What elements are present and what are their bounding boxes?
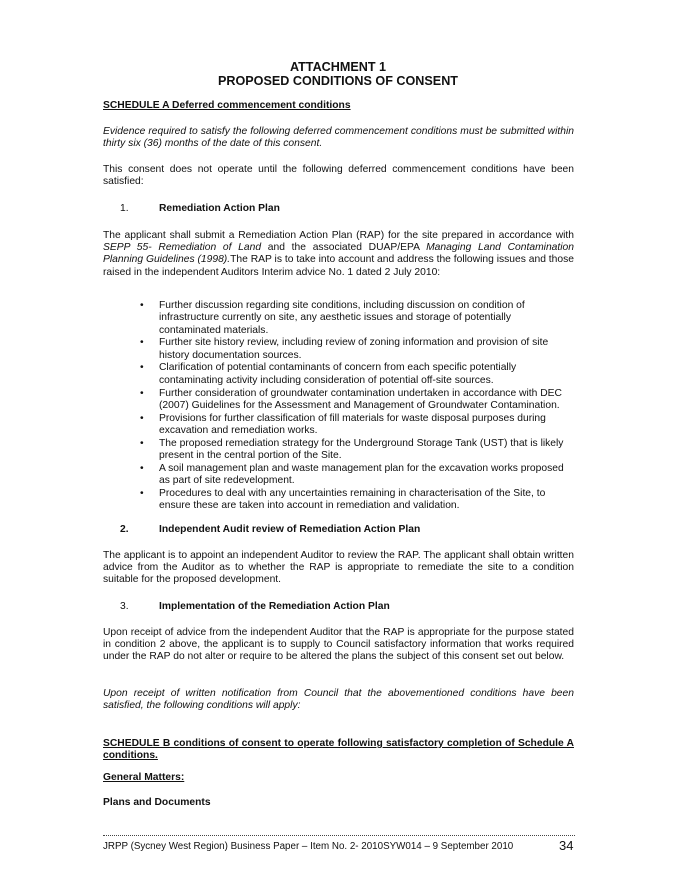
section-3-paragraph: Upon receipt of advice from the independent Auditor that the RAP is appropriate for the purpose stated in condition 2 above, the applicant is to supply to Council satisfactory information that works required under the RAP do not alter or require to be altered the plans the subject of this consent set out below. <box>103 627 574 663</box>
list-item <box>140 337 572 362</box>
section-1-heading: Remediation Action Plan <box>159 203 280 214</box>
general-matters-heading: General Matters: <box>103 772 185 783</box>
list-item <box>140 362 572 387</box>
evidence-note: Evidence required to satisfy the following deferred commencement conditions must be submitted within thirty six (36) months of the date of this consent. <box>103 126 574 150</box>
section-1-number: 1. <box>120 203 129 214</box>
sepp55-reference: SEPP 55- Remediation of Land <box>103 242 262 254</box>
list-item <box>140 300 572 337</box>
attachment-title: ATTACHMENT 1 <box>289 60 387 74</box>
document-title: PROPOSED CONDITIONS OF CONSENT <box>217 74 458 88</box>
list-item-text: Further discussion regarding site conditions, including discussion on condition of infrastructure currently on site, any aesthetic issues and storage of potentially contaminated materials. <box>159 300 525 336</box>
list-item-text: Procedures to deal with any uncertainties remaining in characterisation of the Site, to ensure these are taken into account in remediation and validation. <box>159 487 546 512</box>
list-item-text: Clarification of potential contaminants of concern from each specific potentially contaminating activity including consideration of potential off-site sources. <box>159 362 517 386</box>
list-item-text: Provisions for further classification of fill materials for waste disposal purposes during excavation and remediation works. <box>159 412 546 436</box>
list-item-text: Further site history review, including review of zoning information and provision of site history documentation sources. <box>159 337 549 361</box>
section-3-heading: Implementation of the Remediation Action Plan <box>159 601 390 612</box>
bullet-icon: • <box>140 437 144 449</box>
list-item <box>140 438 572 463</box>
schedule-b-heading: SCHEDULE B conditions of consent to operate following satisfactory completion of Schedule A conditions. <box>103 738 574 762</box>
issues-list <box>140 300 572 513</box>
schedule-a-heading: SCHEDULE A Deferred commencement conditions <box>103 100 351 111</box>
section-3-number: 3. <box>120 601 129 612</box>
section-1-text-b: and the associated DUAP/EPA <box>261 242 427 254</box>
page-number: 34 <box>559 838 574 853</box>
list-item-text: Further consideration of groundwater contamination undertaken in accordance with DEC (2007) Guidelines for the Assessment and Management of Groundwater Contamination. <box>159 387 562 411</box>
notification-paragraph: Upon receipt of written notification from Council that the abovementioned conditions have been satisfied, the following conditions will apply: <box>103 688 574 712</box>
consent-intro: This consent does not operate until the following deferred commencement conditions have been satisfied: <box>103 164 574 188</box>
bullet-icon: • <box>140 487 144 499</box>
bullet-icon: • <box>140 337 144 349</box>
list-item <box>140 388 572 413</box>
bullet-icon: • <box>140 412 144 424</box>
bullet-icon: • <box>140 362 144 374</box>
section-2-paragraph: The applicant is to appoint an independent Auditor to review the RAP. The applicant shall obtain written advice from the Auditor as to whether the RAP is appropriate to remediate the site to a condition suitable for the proposed development. <box>103 550 574 586</box>
list-item-text: A soil management plan and waste management plan for the excavation works proposed as part of site redevelopment. <box>159 462 564 487</box>
section-1-text-c: The RAP is to take into account and address the following issues and those raised in the independent Auditors Interim advice No. 1 dated 2 July 2010: <box>103 254 574 278</box>
plans-documents-heading: Plans and Documents <box>103 797 211 808</box>
list-item <box>140 488 572 513</box>
bullet-icon: • <box>140 300 144 311</box>
guidelines-reference: Managing Land Contamination Planning Guidelines (1998). <box>103 242 575 266</box>
section-1-paragraph <box>103 230 574 279</box>
bullet-icon: • <box>140 387 144 399</box>
footer-divider <box>103 835 575 836</box>
list-item <box>140 413 572 438</box>
section-1-text-a: The applicant shall submit a Remediation Action Plan (RAP) for the site prepared in accordance with <box>103 230 574 241</box>
section-2-heading: Independent Audit review of Remediation Action Plan <box>159 524 421 535</box>
list-item-text: The proposed remediation strategy for the Underground Storage Tank (UST) that is likely present in the central portion of the Site. <box>159 437 564 462</box>
list-item <box>140 463 572 488</box>
section-2-number: 2. <box>120 524 129 535</box>
footer-text: JRPP (Sycney West Region) Business Paper – Item No. 2- 2010SYW014 – 9 September 2010 <box>103 841 514 852</box>
bullet-icon: • <box>140 462 144 474</box>
